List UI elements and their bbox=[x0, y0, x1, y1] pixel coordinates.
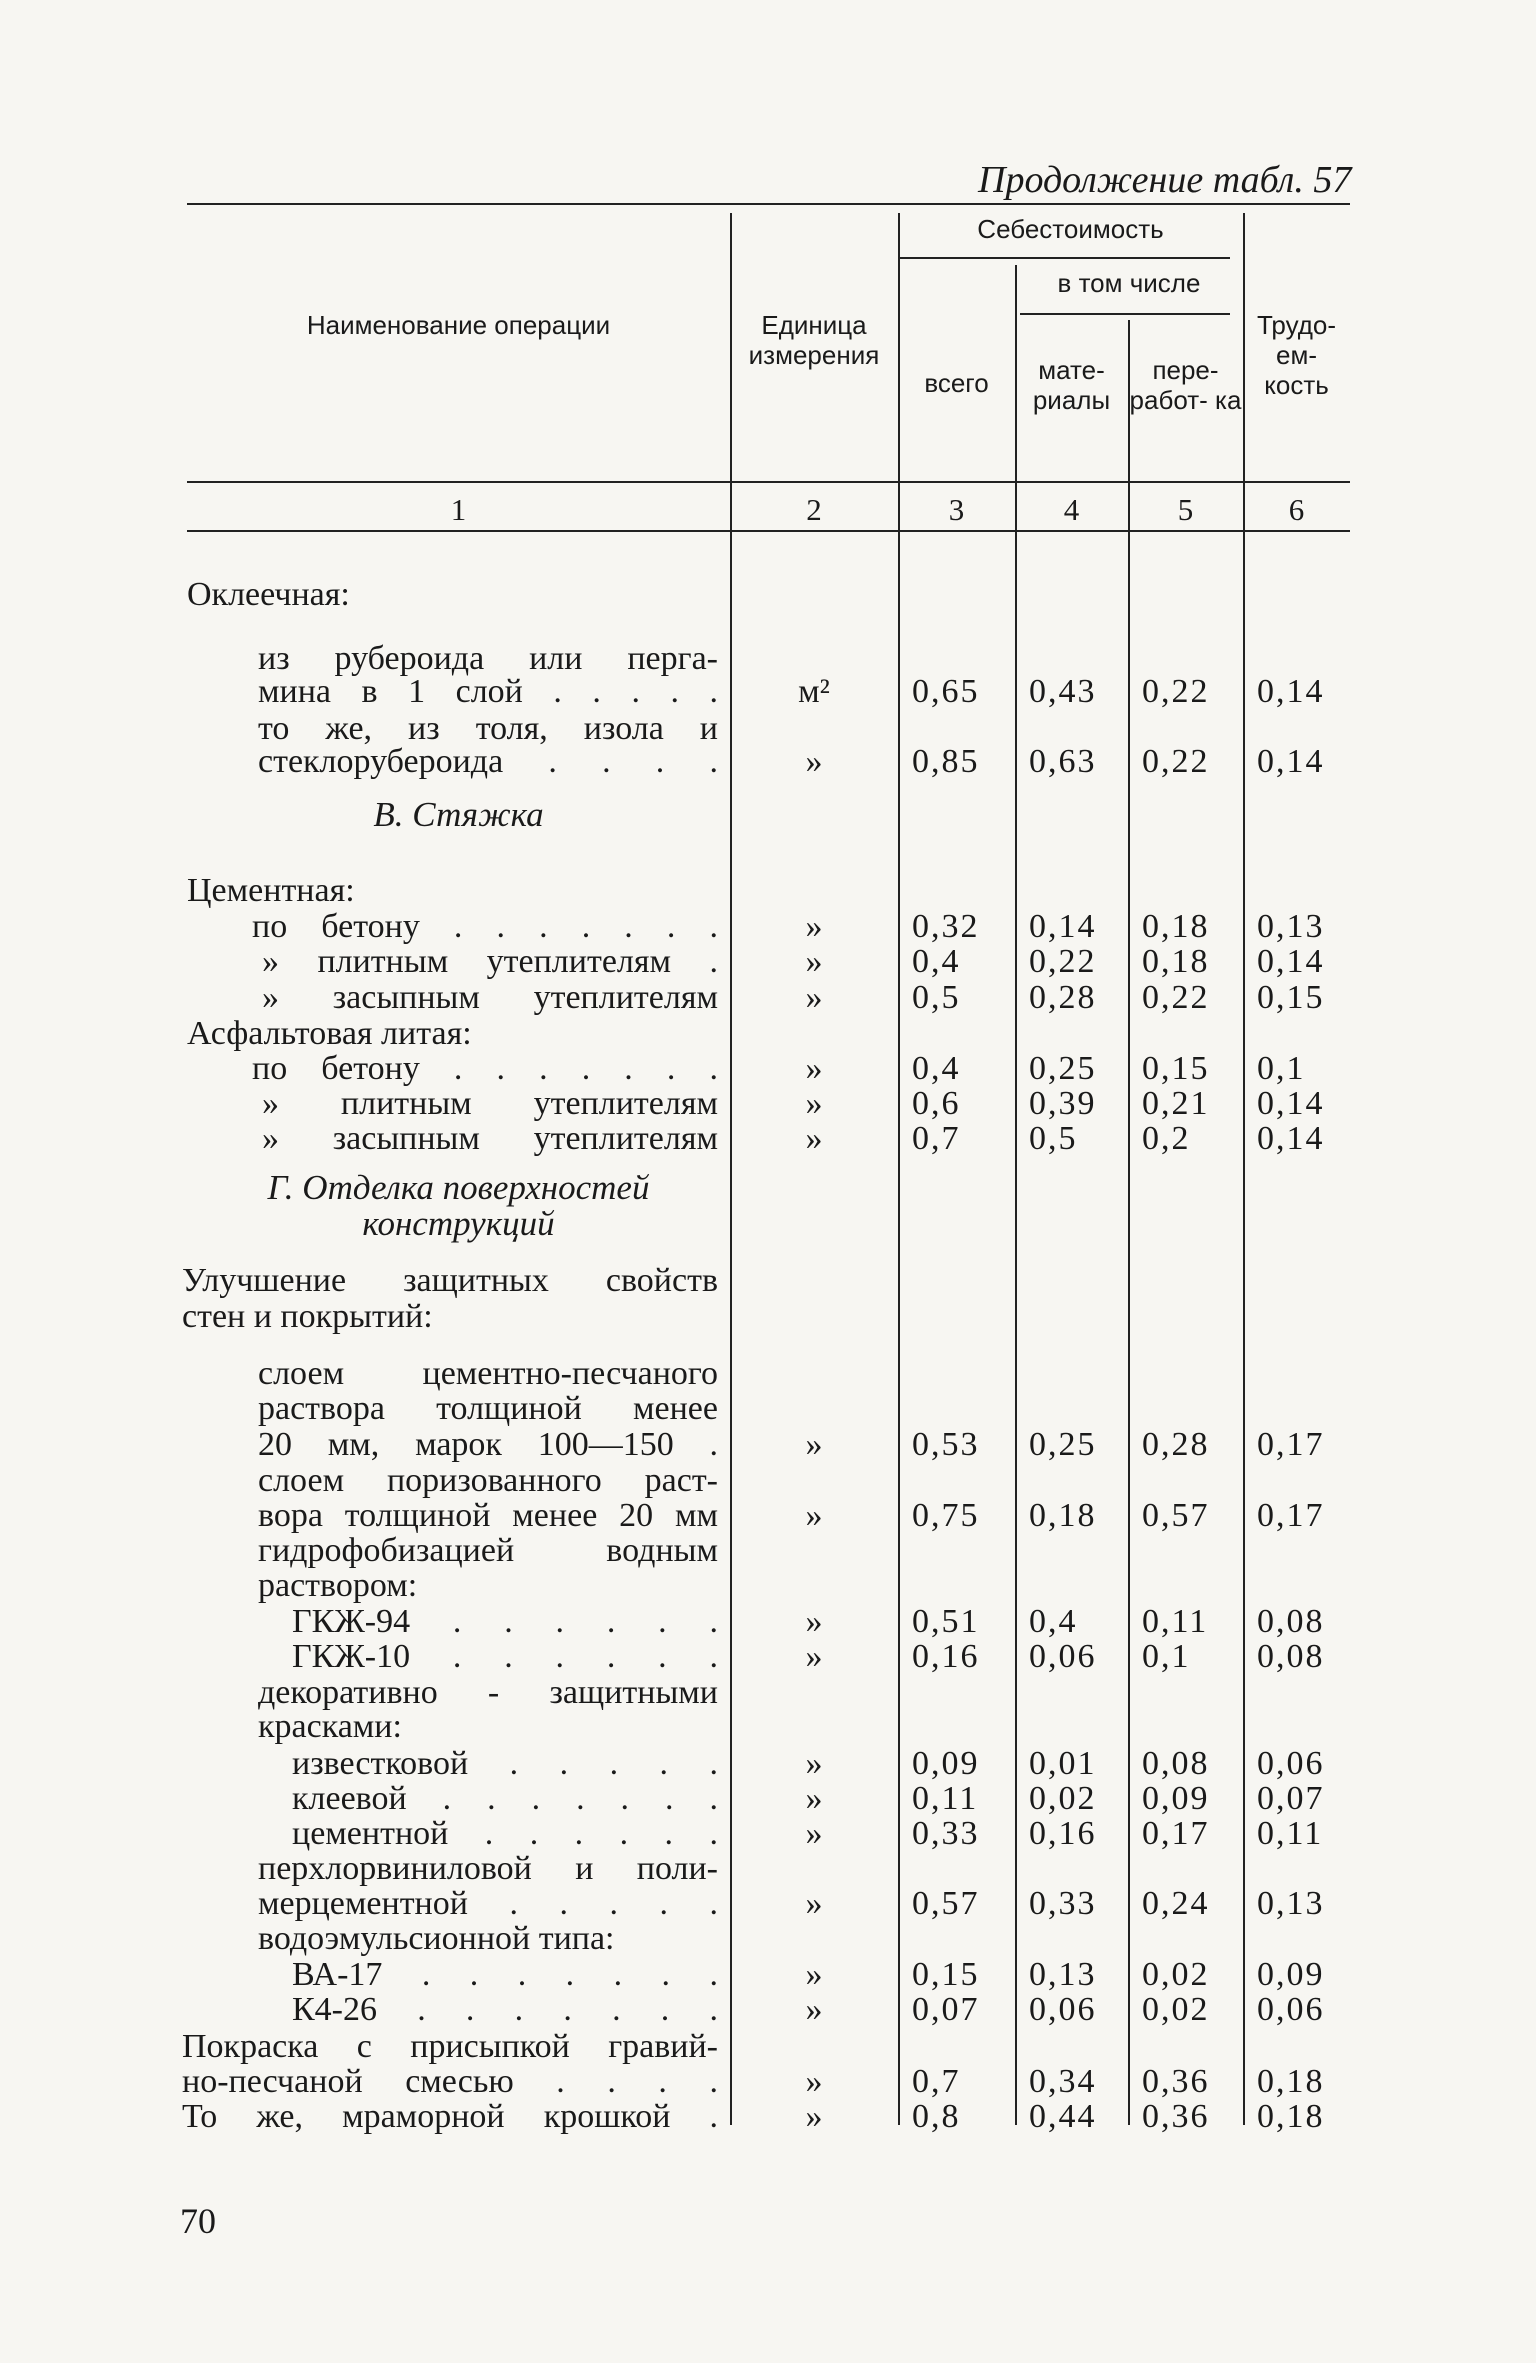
total-cost-cell: 0,09 bbox=[912, 1745, 980, 1782]
materials-cost-cell: 0,16 bbox=[1029, 1815, 1097, 1852]
header-total: всего bbox=[924, 368, 989, 398]
unit-cell: » bbox=[805, 1497, 823, 1534]
labor-cell: 0,14 bbox=[1257, 1120, 1325, 1157]
materials-cost-cell: 0,5 bbox=[1029, 1120, 1078, 1157]
labor-cell: 0,17 bbox=[1257, 1497, 1325, 1534]
header-processing: пере- работ- ка bbox=[1129, 355, 1242, 415]
materials-cost-cell: 0,43 bbox=[1029, 673, 1097, 710]
operation-name-line: красками: bbox=[258, 1708, 402, 1745]
labor-cell: 0,13 bbox=[1257, 908, 1325, 945]
col-divider-4 bbox=[1128, 320, 1130, 2125]
total-cost-cell: 0,4 bbox=[912, 1050, 961, 1087]
operation-name-line: слоем цементно-песчаного bbox=[258, 1355, 718, 1392]
total-cost-cell: 0,16 bbox=[912, 1638, 980, 1675]
operation-name-line: но-песчаной смесью . . . . bbox=[182, 2063, 718, 2100]
processing-cost-cell: 0,2 bbox=[1142, 1120, 1191, 1157]
unit-cell: » bbox=[805, 1638, 823, 1675]
operation-name-line: » засыпным утеплителям bbox=[262, 1120, 718, 1157]
labor-cell: 0,08 bbox=[1257, 1603, 1325, 1640]
materials-cost-cell: 0,39 bbox=[1029, 1085, 1097, 1122]
labor-cell: 0,14 bbox=[1257, 673, 1325, 710]
labor-cell: 0,13 bbox=[1257, 1885, 1325, 1922]
operation-name-line: ГКЖ-10 . . . . . . bbox=[292, 1638, 718, 1675]
operation-name-line: вора толщиной менее 20 мм bbox=[258, 1497, 718, 1534]
materials-cost-cell: 0,01 bbox=[1029, 1745, 1097, 1782]
labor-cell: 0,07 bbox=[1257, 1780, 1325, 1817]
col-number-6: 6 bbox=[1288, 492, 1305, 527]
operation-name-line: Покраска с присыпкой гравий- bbox=[182, 2028, 718, 2065]
materials-cost-cell: 0,02 bbox=[1029, 1780, 1097, 1817]
col-number-5: 5 bbox=[1177, 492, 1194, 527]
processing-cost-cell: 0,28 bbox=[1142, 1426, 1210, 1463]
processing-cost-cell: 0,57 bbox=[1142, 1497, 1210, 1534]
processing-cost-cell: 0,02 bbox=[1142, 1956, 1210, 1993]
total-cost-cell: 0,15 bbox=[912, 1956, 980, 1993]
operation-name-line: Цементная: bbox=[187, 872, 355, 909]
operation-name-line: 20 мм, марок 100—150 . bbox=[258, 1426, 718, 1463]
total-cost-cell: 0,5 bbox=[912, 979, 961, 1016]
operation-name-line: К4-26 . . . . . . . bbox=[292, 1991, 718, 2028]
col-number-3: 3 bbox=[948, 492, 965, 527]
header-bottom-rule bbox=[187, 481, 1350, 483]
materials-cost-cell: 0,4 bbox=[1029, 1603, 1078, 1640]
header-labor: Трудо- ем- кость bbox=[1256, 310, 1336, 400]
operation-name-line: » плитным утеплителям . bbox=[262, 943, 718, 980]
col-number-4: 4 bbox=[1063, 492, 1080, 527]
total-cost-cell: 0,57 bbox=[912, 1885, 980, 1922]
labor-cell: 0,15 bbox=[1257, 979, 1325, 1016]
labor-cell: 0,11 bbox=[1257, 1815, 1324, 1852]
operation-name-line: мерцементной . . . . . bbox=[258, 1885, 718, 1922]
operation-name-line: по бетону . . . . . . . bbox=[252, 1050, 718, 1087]
processing-cost-cell: 0,22 bbox=[1142, 673, 1210, 710]
total-cost-cell: 0,85 bbox=[912, 743, 980, 780]
processing-cost-cell: 0,1 bbox=[1142, 1638, 1191, 1675]
section-heading-g-line1: Г. Отделка поверхностей bbox=[267, 1168, 650, 1207]
unit-cell: » bbox=[805, 1120, 823, 1157]
total-cost-cell: 0,75 bbox=[912, 1497, 980, 1534]
labor-cell: 0,09 bbox=[1257, 1956, 1325, 1993]
operation-name-line: известковой . . . . . bbox=[292, 1745, 718, 1782]
header-cost-group: Себестоимость bbox=[977, 214, 1164, 244]
unit-cell: » bbox=[805, 979, 823, 1016]
operation-name-line: слоем поризованного раст- bbox=[258, 1462, 718, 1499]
section-heading-v: В. Стяжка bbox=[373, 795, 544, 834]
operation-name-line: раствором: bbox=[258, 1567, 418, 1604]
page-number: 70 bbox=[180, 2201, 216, 2241]
header-unit: Единица измерения bbox=[748, 310, 880, 370]
unit-cell: » bbox=[805, 1745, 823, 1782]
group-rule bbox=[900, 257, 1230, 259]
operation-name-line: перхлорвиниловой и поли- bbox=[258, 1850, 718, 1887]
total-cost-cell: 0,6 bbox=[912, 1085, 961, 1122]
processing-cost-cell: 0,18 bbox=[1142, 908, 1210, 945]
total-cost-cell: 0,07 bbox=[912, 1991, 980, 2028]
operation-name-line: ГКЖ-94 . . . . . . bbox=[292, 1603, 718, 1640]
unit-cell: » bbox=[805, 908, 823, 945]
operation-name-line: Улучшение защитных свойств bbox=[182, 1262, 718, 1299]
processing-cost-cell: 0,22 bbox=[1142, 979, 1210, 1016]
col-divider-3 bbox=[1015, 265, 1017, 2125]
operation-name-line: Асфальтовая литая: bbox=[187, 1015, 472, 1052]
unit-cell: » bbox=[805, 1050, 823, 1087]
materials-cost-cell: 0,63 bbox=[1029, 743, 1097, 780]
col-number-1: 1 bbox=[450, 492, 467, 527]
header-operation-name: Наименование операции bbox=[306, 310, 611, 340]
materials-cost-cell: 0,28 bbox=[1029, 979, 1097, 1016]
labor-cell: 0,14 bbox=[1257, 943, 1325, 980]
processing-cost-cell: 0,08 bbox=[1142, 1745, 1210, 1782]
operation-name-line: декоративно - защитными bbox=[258, 1674, 718, 1711]
total-cost-cell: 0,33 bbox=[912, 1815, 980, 1852]
total-cost-cell: 0,11 bbox=[912, 1780, 979, 1817]
materials-cost-cell: 0,34 bbox=[1029, 2063, 1097, 2100]
processing-cost-cell: 0,09 bbox=[1142, 1780, 1210, 1817]
processing-cost-cell: 0,11 bbox=[1142, 1603, 1209, 1640]
materials-cost-cell: 0,13 bbox=[1029, 1956, 1097, 1993]
materials-cost-cell: 0,25 bbox=[1029, 1050, 1097, 1087]
operation-name-line: то же, из толя, изола и bbox=[258, 710, 718, 747]
materials-cost-cell: 0,06 bbox=[1029, 1638, 1097, 1675]
top-rule bbox=[187, 203, 1350, 205]
total-cost-cell: 0,4 bbox=[912, 943, 961, 980]
unit-cell: » bbox=[805, 1991, 823, 2028]
unit-cell: » bbox=[805, 1885, 823, 1922]
operation-name-line: водоэмульсионной типа: bbox=[258, 1920, 615, 1957]
operation-name-line: гидрофобизацией водным bbox=[258, 1532, 718, 1569]
total-cost-cell: 0,8 bbox=[912, 2098, 961, 2135]
processing-cost-cell: 0,36 bbox=[1142, 2063, 1210, 2100]
total-cost-cell: 0,7 bbox=[912, 2063, 961, 2100]
total-cost-cell: 0,51 bbox=[912, 1603, 980, 1640]
labor-cell: 0,06 bbox=[1257, 1745, 1325, 1782]
operation-name-line: стен и покрытий: bbox=[182, 1298, 433, 1335]
materials-cost-cell: 0,22 bbox=[1029, 943, 1097, 980]
processing-cost-cell: 0,36 bbox=[1142, 2098, 1210, 2135]
total-cost-cell: 0,32 bbox=[912, 908, 980, 945]
header-including: в том числе bbox=[1057, 268, 1201, 298]
unit-cell: » bbox=[805, 1780, 823, 1817]
operation-name-line: Оклеечная: bbox=[187, 576, 350, 613]
processing-cost-cell: 0,17 bbox=[1142, 1815, 1210, 1852]
unit-cell: м² bbox=[798, 673, 830, 710]
operation-name-line: клеевой . . . . . . . bbox=[292, 1780, 718, 1817]
materials-cost-cell: 0,25 bbox=[1029, 1426, 1097, 1463]
section-heading-g-line2: конструкций bbox=[362, 1204, 555, 1243]
labor-cell: 0,14 bbox=[1257, 743, 1325, 780]
operation-name-line: То же, мраморной крошкой . bbox=[182, 2098, 718, 2135]
subgroup-rule bbox=[1020, 313, 1230, 315]
labor-cell: 0,17 bbox=[1257, 1426, 1325, 1463]
unit-cell: » bbox=[805, 2098, 823, 2135]
operation-name-line: по бетону . . . . . . . bbox=[252, 908, 718, 945]
processing-cost-cell: 0,22 bbox=[1142, 743, 1210, 780]
labor-cell: 0,18 bbox=[1257, 2063, 1325, 2100]
labor-cell: 0,06 bbox=[1257, 1991, 1325, 2028]
colnum-bottom-rule bbox=[187, 530, 1350, 532]
total-cost-cell: 0,7 bbox=[912, 1120, 961, 1157]
materials-cost-cell: 0,06 bbox=[1029, 1991, 1097, 2028]
materials-cost-cell: 0,14 bbox=[1029, 908, 1097, 945]
operation-name-line: » плитным утеплителям bbox=[262, 1085, 718, 1122]
processing-cost-cell: 0,24 bbox=[1142, 1885, 1210, 1922]
total-cost-cell: 0,65 bbox=[912, 673, 980, 710]
labor-cell: 0,18 bbox=[1257, 2098, 1325, 2135]
materials-cost-cell: 0,33 bbox=[1029, 1885, 1097, 1922]
processing-cost-cell: 0,21 bbox=[1142, 1085, 1210, 1122]
header-materials: мате- риалы bbox=[1032, 355, 1111, 415]
operation-name-line: » засыпным утеплителям bbox=[262, 979, 718, 1016]
operation-name-line: стеклорубероида . . . . bbox=[258, 743, 718, 780]
labor-cell: 0,1 bbox=[1257, 1050, 1306, 1087]
processing-cost-cell: 0,18 bbox=[1142, 943, 1210, 980]
processing-cost-cell: 0,02 bbox=[1142, 1991, 1210, 2028]
labor-cell: 0,14 bbox=[1257, 1085, 1325, 1122]
unit-cell: » bbox=[805, 2063, 823, 2100]
col-number-2: 2 bbox=[806, 492, 822, 527]
unit-cell: » bbox=[805, 1815, 823, 1852]
total-cost-cell: 0,53 bbox=[912, 1426, 980, 1463]
operation-name-line: цементной . . . . . . bbox=[292, 1815, 718, 1852]
unit-cell: » bbox=[805, 1426, 823, 1463]
operation-name-line: мина в 1 слой . . . . . bbox=[258, 673, 718, 710]
processing-cost-cell: 0,15 bbox=[1142, 1050, 1210, 1087]
labor-cell: 0,08 bbox=[1257, 1638, 1325, 1675]
operation-name-line: ВА-17 . . . . . . . bbox=[292, 1956, 718, 1993]
operation-name-line: из рубероида или перга- bbox=[258, 640, 718, 677]
unit-cell: » bbox=[805, 743, 823, 780]
operation-name-line: раствора толщиной менее bbox=[258, 1390, 718, 1427]
table-caption: Продолжение табл. 57 bbox=[978, 159, 1352, 201]
materials-cost-cell: 0,44 bbox=[1029, 2098, 1097, 2135]
unit-cell: » bbox=[805, 1603, 823, 1640]
materials-cost-cell: 0,18 bbox=[1029, 1497, 1097, 1534]
unit-cell: » bbox=[805, 1085, 823, 1122]
unit-cell: » bbox=[805, 1956, 823, 1993]
unit-cell: » bbox=[805, 943, 823, 980]
